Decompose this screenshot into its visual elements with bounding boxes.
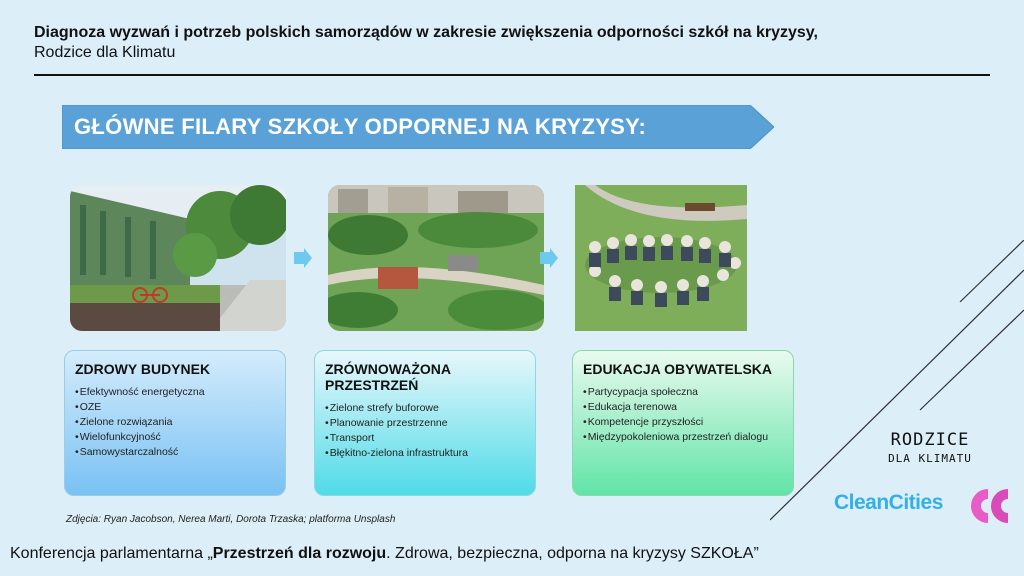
- list-item: • Międzypokoleniowa przestrzeń dialogu: [583, 430, 783, 445]
- slide-subtitle: Rodzice dla Klimatu: [34, 44, 176, 61]
- pillar-card-healthy-building: [64, 350, 286, 496]
- logo-line1: RODZICE: [890, 430, 970, 450]
- pillar-items: [325, 401, 525, 461]
- footer-prefix: Konferencja parlamentarna „: [10, 545, 213, 562]
- cleancities-logo: CleanCities: [834, 491, 943, 514]
- pillar-title: ZRÓWNOWAŻONA PRZESTRZEŃ: [325, 361, 451, 393]
- list-item: • Samowystarczalność: [75, 445, 275, 460]
- photo-civic-education: [575, 185, 747, 331]
- slide-title: Diagnoza wyzwań i potrzeb polskich samorządów w zakresie zwiększenia odporności szkół na kryzysy,: [34, 24, 818, 41]
- list-item: • Partycypacja społeczna: [583, 385, 783, 400]
- list-item: • Zielone rozwiązania: [75, 415, 275, 430]
- list-item: • Błękitno-zielona infrastruktura: [325, 446, 525, 461]
- rodzice-dla-klimatu-logo: [880, 430, 980, 465]
- chevron-right-icon: [540, 248, 558, 268]
- pillar-card-sustainable-space: [314, 350, 536, 496]
- pillar-card-civic-education: [572, 350, 794, 496]
- pillar-title: EDUKACJA OBYWATELSKA: [583, 361, 773, 377]
- footer-suffix: . Zdrowa, bezpieczna, odporna na kryzysy SZKOŁA”: [386, 545, 759, 562]
- banner-heading: GŁÓWNE FILARY SZKOŁY ODPORNEJ NA KRYZYSY:: [74, 114, 647, 139]
- slide-header: [34, 24, 994, 62]
- photo-credits: Zdjęcia: Ryan Jacobson, Nerea Marti, Dorota Trzaska; platforma Unsplash: [66, 514, 396, 525]
- list-item: • Zielone strefy buforowe: [325, 401, 525, 416]
- pillar-items: [75, 385, 275, 460]
- cleancities-mark-icon: [968, 487, 1012, 525]
- pillar-items: [583, 385, 783, 445]
- list-item: • Planowanie przestrzenne: [325, 416, 525, 431]
- photo-sustainable-space: [328, 185, 544, 331]
- list-item: • Edukacja terenowa: [583, 400, 783, 415]
- pillar-title: ZDROWY BUDYNEK: [75, 361, 211, 377]
- list-item: • Transport: [325, 431, 525, 446]
- list-item: • Wielofunkcyjność: [75, 430, 275, 445]
- photo-healthy-building: [70, 185, 286, 331]
- list-item: • OZE: [75, 400, 275, 415]
- pillars-banner: [62, 105, 774, 149]
- header-divider: [34, 74, 990, 76]
- footer-conference: [10, 545, 759, 563]
- logo-line2: DLA KLIMATU: [888, 452, 972, 465]
- chevron-right-icon: [294, 248, 312, 268]
- footer-bold: Przestrzeń dla rozwoju: [212, 545, 387, 562]
- list-item: • Kompetencje przyszłości: [583, 415, 783, 430]
- list-item: • Efektywność energetyczna: [75, 385, 275, 400]
